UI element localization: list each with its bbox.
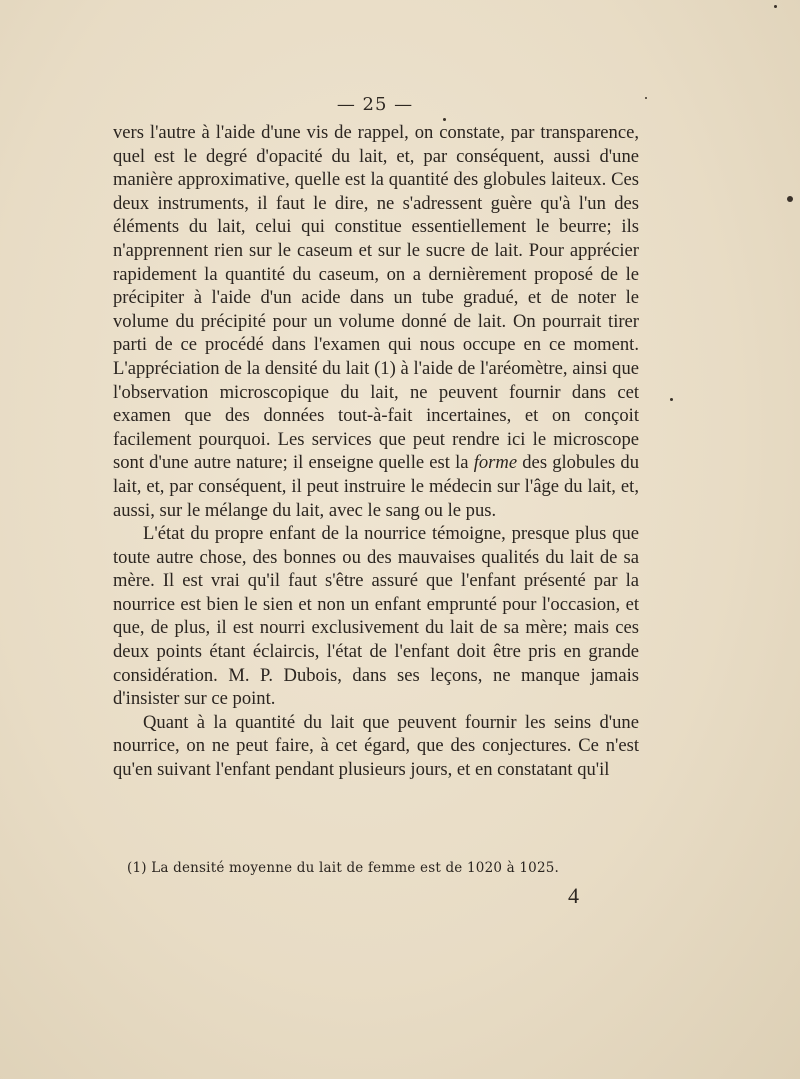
paragraph-1	[113, 121, 639, 522]
paper-speck	[443, 118, 446, 121]
signature-mark: 4	[568, 883, 579, 908]
paragraph-1-italic-word: forme	[473, 452, 518, 474]
paragraph-1-part-a: vers l'autre à l'aide d'une vis de rappel, on constate, par transparence, quel est le degré d'opacité du lait, et, par conséquent, aussi d'une manière approximative, quelle est la quantité des globules laiteux. Ces deux instruments, il faut le dire, ne s'adressent guère qu'à l'un des éléments du lait, celui qui constitue essentiellement le beurre; ils n'apprennent rien sur le caseum et sur le sucre de lait. Pour apprécier rapidement la quantité du caseum, on a dernièrement proposé de le précipiter à l'aide d'un acide dans un tube gradué, et de noter le volume du précipité pour un volume donné de lait. On pourrait tirer parti de ce procédé dans l'examen qui nous occupe en ce moment. L'appréciation de la densité du lait (1) à l'aide de l'aréomètre, ainsi que l'observation microscopique du lait, ne peuvent fournir dans cet examen que des données tout-à-fait incertaines, et on conçoit facilement pourquoi. Les services que peut rendre ici le microscope sont d'une autre nature; il enseigne quelle est la	[113, 122, 639, 474]
footnote: (1) La densité moyenne du lait de femme est de 1020 à 1025.	[127, 860, 560, 876]
paper-speck	[774, 5, 777, 8]
paragraph-3: Quant à la quantité du lait que peuvent fournir les seins d'une nourrice, on ne peut faire, à cet égard, que des conjectures. Ce n'est qu'en suivant l'enfant pendant plusieurs jours, et en constatant qu'il	[113, 711, 639, 781]
paragraph-1-part-b: des globules du lait, et, par conséquent, il peut instruire le médecin sur l'âge du lait, et, aussi, sur le mélange du lait, avec le sang ou le pus.	[113, 452, 639, 521]
paragraph-2: L'état du propre enfant de la nourrice témoigne, presque plus que toute autre chose, des bonnes ou des mauvaises qualités du lait de sa mère. Il est vrai qu'il faut s'être assuré que l'enfant présenté par la nourrice est bien le sien et non un enfant emprunté pour l'occasion, et que, de plus, il est nourri exclusivement du lait de sa mère; mais ces deux points étant éclaircis, l'état de l'enfant doit être pris en grande considération. M. P. Dubois, dans ses leçons, ne manque jamais d'insister sur ce point.	[113, 523, 639, 710]
paper-speck	[670, 398, 673, 401]
body-text	[113, 121, 639, 782]
paper-speck	[787, 196, 793, 202]
page-number: — 25 —	[336, 94, 414, 115]
paper-speck	[645, 97, 647, 99]
